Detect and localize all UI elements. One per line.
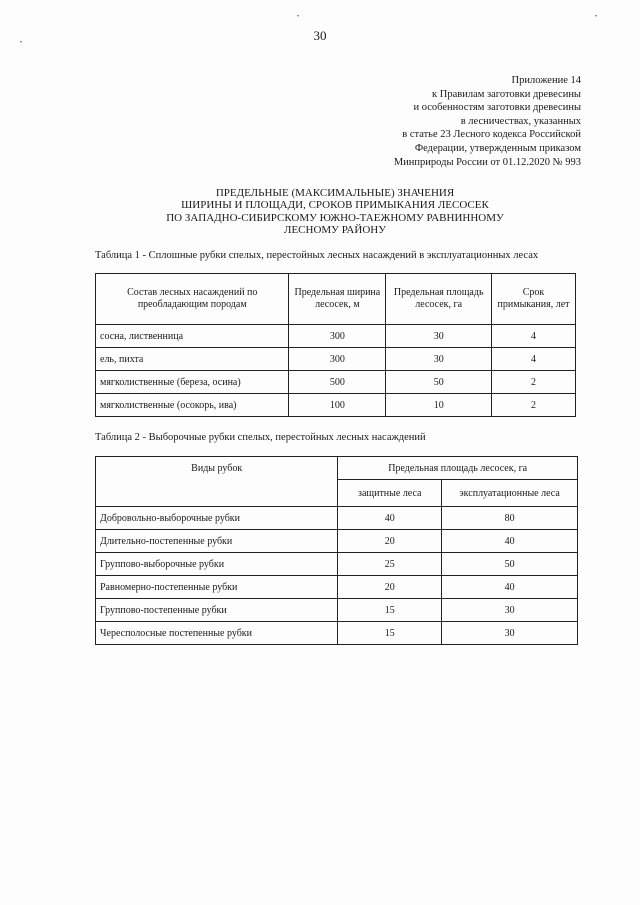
- appendix-line: Приложение 14: [511, 75, 581, 86]
- table-cell: Группово-постепенные рубки: [96, 599, 338, 622]
- scan-mark: •: [297, 14, 300, 20]
- table-row: [96, 599, 578, 622]
- table-cell: 50: [442, 553, 578, 576]
- table-header-row: [96, 274, 576, 325]
- header-cell: Предельная площадь лесосек, га: [338, 457, 578, 480]
- header-cell: эксплуатационные леса: [442, 480, 578, 507]
- table-cell: Длительно-постепенные рубки: [96, 530, 338, 553]
- appendix-block: [281, 74, 581, 169]
- table-cell: мягколиственные (осокорь, ива): [96, 394, 289, 417]
- header-cell: Предельная ширина лесосек, м: [289, 274, 386, 325]
- table-cell: 100: [289, 394, 386, 417]
- table-cell: 50: [386, 371, 492, 394]
- title-line: ЛЕСНОМУ РАЙОНУ: [284, 224, 386, 237]
- table-cell: 30: [442, 599, 578, 622]
- header-cell: Виды рубок: [96, 457, 338, 507]
- title-line: ПРЕДЕЛЬНЫЕ (МАКСИМАЛЬНЫЕ) ЗНАЧЕНИЯ: [215, 187, 455, 199]
- appendix-line: в статье 23 Лесного кодекса Российской: [402, 129, 581, 141]
- header-cell: защитные леса: [338, 480, 442, 507]
- table-cell: 4: [492, 348, 576, 371]
- clear-cut-table: [95, 273, 576, 417]
- table-cell: 15: [338, 622, 442, 645]
- table-cell: мягколиственные (береза, осина): [96, 371, 289, 394]
- table-row: [96, 394, 576, 417]
- table-row: [96, 348, 576, 371]
- table2-caption: Таблица 2 - Выборочные рубки спелых, перестойных лесных насаждений: [95, 432, 426, 443]
- table-cell: Добровольно-выборочные рубки: [96, 507, 338, 530]
- table-cell: 30: [442, 622, 578, 645]
- appendix-line: в лесничествах, указанных: [460, 115, 581, 127]
- table-row: [96, 371, 576, 394]
- table-cell: 500: [289, 371, 386, 394]
- table-cell: Группово-выборочные рубки: [96, 553, 338, 576]
- table-row: [96, 576, 578, 599]
- table1-caption: Таблица 1 - Сплошные рубки спелых, перестойных лесных насаждений в эксплуатационных лесах: [95, 250, 539, 261]
- appendix-line: Федерации, утвержденным приказом: [414, 142, 581, 154]
- header-cell: Состав лесных насаждений по преобладающим породам: [96, 274, 289, 325]
- table-cell: сосна, лиственница: [96, 325, 289, 348]
- table-cell: 40: [442, 576, 578, 599]
- scan-mark: •: [20, 40, 23, 46]
- appendix-line: Минприроды России от 01.12.2020 № 993: [393, 156, 581, 168]
- scan-mark: •: [595, 14, 598, 20]
- table-row: [96, 507, 578, 530]
- table-row: [96, 622, 578, 645]
- title-line: ПО ЗАПАДНО-СИБИРСКОМУ ЮЖНО-ТАЕЖНОМУ РАВНИННОМУ: [166, 211, 504, 224]
- table-cell: 15: [338, 599, 442, 622]
- table-cell: 40: [338, 507, 442, 530]
- table-cell: 25: [338, 553, 442, 576]
- table-header-row: [96, 457, 578, 480]
- table-cell: 4: [492, 325, 576, 348]
- page-number: 30: [313, 28, 327, 43]
- table-cell: 20: [338, 530, 442, 553]
- table-cell: 80: [442, 507, 578, 530]
- table-cell: 20: [338, 576, 442, 599]
- table-cell: Равномерно-постепенные рубки: [96, 576, 338, 599]
- appendix-line: к Правилам заготовки древесины: [432, 88, 581, 100]
- document-title: [150, 187, 520, 237]
- appendix-line: и особенностям заготовки древесины: [413, 102, 581, 114]
- table-row: [96, 325, 576, 348]
- table-cell: Чересполосные постепенные рубки: [96, 622, 338, 645]
- table-cell: 300: [289, 325, 386, 348]
- table-row: [96, 530, 578, 553]
- table-cell: 2: [492, 394, 576, 417]
- table-cell: 30: [386, 325, 492, 348]
- table-cell: 300: [289, 348, 386, 371]
- table-cell: 10: [386, 394, 492, 417]
- table-cell: 30: [386, 348, 492, 371]
- title-line: ШИРИНЫ И ПЛОЩАДИ, СРОКОВ ПРИМЫКАНИЯ ЛЕСОСЕК: [181, 199, 489, 212]
- table-cell: 2: [492, 371, 576, 394]
- table-cell: 40: [442, 530, 578, 553]
- selective-cut-table: [95, 456, 578, 645]
- header-cell: Срок примыкания, лет: [492, 274, 576, 325]
- table-row: [96, 553, 578, 576]
- table-cell: ель, пихта: [96, 348, 289, 371]
- header-cell: Предельная площадь лесосек, га: [386, 274, 492, 325]
